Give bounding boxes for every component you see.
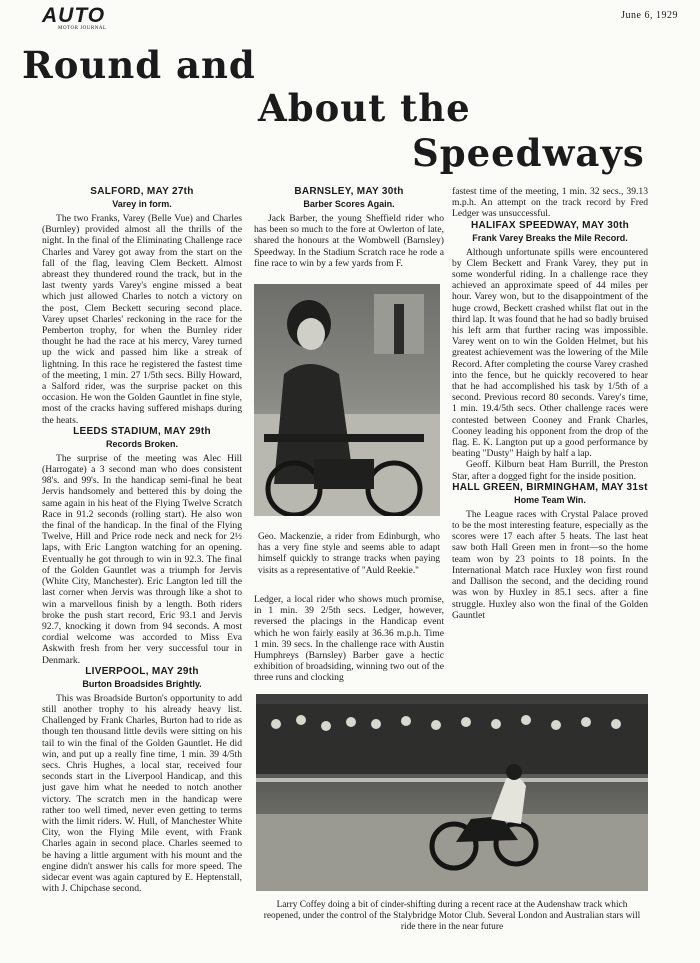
liverpool-subheading: Burton Broadsides Brightly. <box>82 678 202 689</box>
issue-date: June 6, 1929 <box>621 10 678 21</box>
rider-portrait-photo <box>254 284 440 516</box>
magazine-logo-subtitle: MOTOR JOURNAL <box>58 26 107 31</box>
barnsley-text-top: Jack Barber, the young Sheffield rider who has been so much to the fore at Owlerton of late, shared the honours at the Wombwell (Barnsley) Speedway. In the Stadium Scratch race he rode a fine race to win by a few yards from F. <box>254 213 444 269</box>
halifax-text-1: Although unfortunate spills were encountered by Clem Beckett and Frank Varey, they put in some wonderful riding. In a challenge race they achieved an approximate speed of 44 miles per hour. Varey won, but to the disappointment of the huge crowd, Beckett crashed whilst flat out in the third lap. It was found that he had so badly bruised his left arm that further racing was impossible. Varey went on to win the Golden Helmet, but his greatest achievement was the lowering of the Mile Record. After completing the course Varey crashed into the fence, but he quickly recovered to hear that he had accomplished his task by 1/5th of a second. Previous record 80 seconds. Varey's time, 1 min. 19.4/5th secs. Other challenge races were contested between Cooney and Frank Charles, Cooney leading his opponent from the drop of the flag. E. K. Langton put up a good performance by beating "Dusty" Haigh by half a lap. <box>452 246 648 460</box>
leeds-heading: LEEDS STADIUM, MAY 29th <box>73 425 211 437</box>
column-2-bottom <box>254 594 444 684</box>
magazine-logo: AUTO <box>42 4 106 27</box>
race-scene-image <box>256 694 648 891</box>
title-line-3: Speedways <box>412 131 645 175</box>
rider-portrait-caption: Geo. Mackenzie, a rider from Edinburgh, who has a very fine style and seems able to adapt himself quickly to strange tracks when paying visits as a representative of "Auld Reekie." <box>258 532 440 576</box>
salford-text: The two Franks, Varey (Belle Vue) and Charles (Burnley) provided almost all the thrills of the night. In the final of the Eliminating Challenge race Charles and Varey got away from the start on the fall of the flag, leaving Clem Beckett. Almost abreast they thundered round the track, but in the last twenty yards Varey's engine missed a beat which just allowed Charles to notch a victory on the post, Clem Beckett securing second place. Varey upset Charles' reckoning in the race for the Pemberton trophy, for when the Burnley rider thought he had the race at his mercy, Varey turned up the wick and passed him like a streak of lightning. In this race he registered the fastest time of the meeting, 1 min. 27 1/5th secs. Billy Howard, a Salford rider, was the surprise packet on this occasion. He won the Golden Gauntlet in fine style, most of the cracks having suffered mishaps during the heats. <box>42 213 242 426</box>
liverpool-text: This was Broadside Burton's opportunity to add still another trophy to his already heavy list. Challenged by Frank Charles, Burton had to ride as though ten thousand little devils were sitting on his tail to win the final of the Golden Gauntlet. He did win, and put up a really fine time, 1 min. 39 4/5th secs. Chris Hughes, a local star, received four seconds start in the Liverpool Handicap, and this just gave him what he needed to notch another victory. The scratch men in the handicap were rather too well timed, never even getting to terms with the limit riders. W. Hull, of Manchester White City, won the Flying Mile event, with Frank Charles again in second place. Charles seemed to be having a little argument with his mount and the engine didn't answer his calls for more speed. The sidecar event was again captured by E. Heptenstall, with J. Chipchase second. <box>42 692 242 895</box>
salford-heading: SALFORD, MAY 27th <box>90 186 194 197</box>
column-3 <box>452 186 648 621</box>
title-line-2: About the <box>258 86 471 130</box>
leeds-text: The surprise of the meeting was Alec Hill (Harrogate) a 3 second man who does consistent 98's. and 99's. In the handicap semi-final he beat Jervis handsomely and bettered this by doing the same again in his heat of the Flying Twelve Scratch Race in 91.2 seconds (rolling start). He also won the final of the handicap. In the final of the Flying Twelve, Hill and Price rode neck and neck for 2½ laps, with Eric Langton watching for an opening. Eventually he got through to win in 92.3. The final of the Golden Gauntlet was a triumph for Jervis (White City, Manchester). Eric Langton led till the last corner when Jervis was through like a shot to win a marvellous finish by a length. Both riders broke the push start record, Eric 93.1 and Jervis 92.7, knocking it down from 94 seconds. A most cordial welcome was accorded to Miss Eva Askwith fresh from her very successful tour in Denmark. <box>42 452 242 666</box>
halifax-subheading: Frank Varey Breaks the Mile Record. <box>472 232 628 243</box>
column-2-top <box>254 186 444 269</box>
race-scene-photo <box>256 694 648 891</box>
barnsley-text-bottom: Ledger, a local rider who shows much promise, in 1 min. 39 2/5th secs. Ledger, however, reversed the placings in the Handicap event which he won fairly easily at 36.36 m.p.h. Time 1 min. 39 secs. In the challenge race with Austin Humphreys (Barnsley) Barber gave a hectic exhibition of broadsiding, winning two out of the three runs and clocking <box>254 594 444 684</box>
hallgreen-heading: HALL GREEN, BIRMINGHAM, MAY 31st <box>452 481 648 493</box>
barnsley-continuation: fastest time of the meeting, 1 min. 32 secs., 39.13 m.p.h. An attempt on the track record by Fred Ledger was unsuccessful. <box>452 186 648 220</box>
halifax-heading: HALIFAX SPEEDWAY, MAY 30th <box>470 219 630 231</box>
halifax-text-2: Geoff. Kilburn beat Ham Burrill, the Preston Star, after a dogged fight for the inside position. <box>452 459 648 482</box>
hallgreen-subheading: Home Team Win. <box>514 494 586 505</box>
barnsley-heading: BARNSLEY, MAY 30th <box>294 186 404 197</box>
leeds-subheading: Records Broken. <box>105 438 179 449</box>
title-line-1: Round and <box>22 43 256 87</box>
barnsley-subheading: Barber Scores Again. <box>303 199 395 209</box>
masthead <box>42 6 132 32</box>
race-scene-caption: Larry Coffey doing a bit of cinder-shifting during a recent race at the Audenshaw track which reopened, under the control of the Stalybridge Motor Club. Several London and Australian stars will ride there in the near future <box>263 900 641 933</box>
salford-subheading: Varey in form. <box>112 199 172 209</box>
column-1 <box>42 186 242 894</box>
rider-portrait-image <box>254 284 440 516</box>
liverpool-heading: LIVERPOOL, MAY 29th <box>85 665 199 677</box>
hallgreen-text: The League races with Crystal Palace proved to be the most interesting feature, especially as the scores were 17 each after 5 heats. The last heat saw both Hall Green men in front—so the home team won by 23 points to 18 points. In the International Match race Huxley won first round and Dallison the second, and the deciding round was won by Huxley in 85.1 secs. after a fine struggle. Huxley also won the final of the Golden Gauntlet <box>452 508 648 621</box>
